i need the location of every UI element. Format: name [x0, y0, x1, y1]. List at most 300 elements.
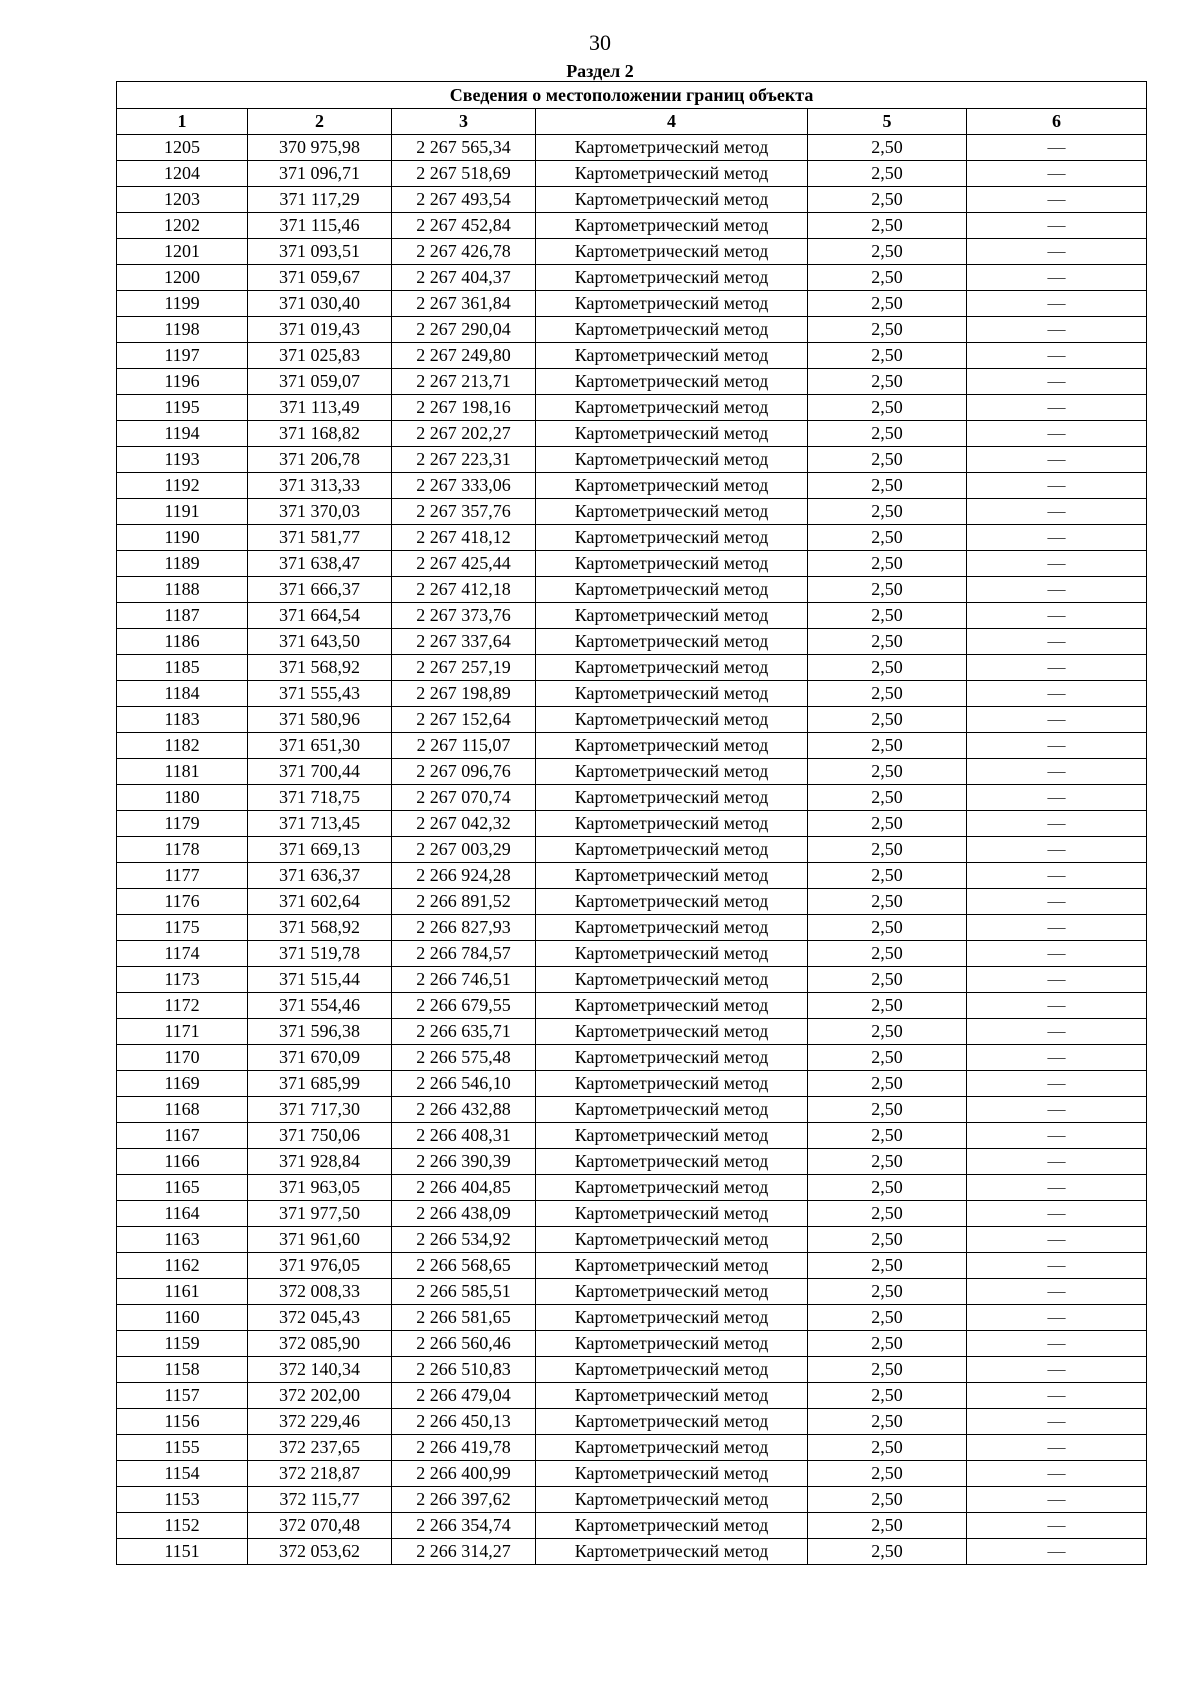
method-cell: Картометрический метод [536, 551, 808, 577]
x-coordinate-cell: 371 059,07 [248, 369, 392, 395]
table-row [117, 889, 1147, 915]
point-number-cell: 1182 [117, 733, 248, 759]
accuracy-cell: 2,50 [808, 317, 967, 343]
accuracy-cell: 2,50 [808, 629, 967, 655]
accuracy-cell: 2,50 [808, 889, 967, 915]
accuracy-cell: 2,50 [808, 265, 967, 291]
method-cell: Картометрический метод [536, 1253, 808, 1279]
y-coordinate-cell: 2 266 438,09 [392, 1201, 536, 1227]
method-cell: Картометрический метод [536, 1331, 808, 1357]
accuracy-cell: 2,50 [808, 395, 967, 421]
accuracy-cell: 2,50 [808, 499, 967, 525]
description-cell: — [967, 785, 1147, 811]
accuracy-cell: 2,50 [808, 915, 967, 941]
y-coordinate-cell: 2 267 373,76 [392, 603, 536, 629]
x-coordinate-cell: 371 096,71 [248, 161, 392, 187]
table-row [117, 1175, 1147, 1201]
y-coordinate-cell: 2 266 534,92 [392, 1227, 536, 1253]
description-cell: — [967, 1019, 1147, 1045]
x-coordinate-cell: 371 117,29 [248, 187, 392, 213]
description-cell: — [967, 525, 1147, 551]
x-coordinate-cell: 371 206,78 [248, 447, 392, 473]
x-coordinate-cell: 372 045,43 [248, 1305, 392, 1331]
y-coordinate-cell: 2 266 432,88 [392, 1097, 536, 1123]
y-coordinate-cell: 2 267 361,84 [392, 291, 536, 317]
point-number-cell: 1179 [117, 811, 248, 837]
method-cell: Картометрический метод [536, 759, 808, 785]
method-cell: Картометрический метод [536, 499, 808, 525]
table-row [117, 239, 1147, 265]
method-cell: Картометрический метод [536, 239, 808, 265]
y-coordinate-cell: 2 267 518,69 [392, 161, 536, 187]
accuracy-cell: 2,50 [808, 1357, 967, 1383]
description-cell: — [967, 473, 1147, 499]
method-cell: Картометрический метод [536, 473, 808, 499]
x-coordinate-cell: 372 202,00 [248, 1383, 392, 1409]
column-number-row [117, 109, 1147, 135]
method-cell: Картометрический метод [536, 317, 808, 343]
table-row [117, 265, 1147, 291]
description-cell: — [967, 759, 1147, 785]
method-cell: Картометрический метод [536, 941, 808, 967]
y-coordinate-cell: 2 266 575,48 [392, 1045, 536, 1071]
point-number-cell: 1172 [117, 993, 248, 1019]
point-number-cell: 1167 [117, 1123, 248, 1149]
accuracy-cell: 2,50 [808, 213, 967, 239]
y-coordinate-cell: 2 266 679,55 [392, 993, 536, 1019]
description-cell: — [967, 655, 1147, 681]
method-cell: Картометрический метод [536, 369, 808, 395]
point-number-cell: 1199 [117, 291, 248, 317]
point-number-cell: 1197 [117, 343, 248, 369]
accuracy-cell: 2,50 [808, 291, 967, 317]
y-coordinate-cell: 2 267 565,34 [392, 135, 536, 161]
description-cell: — [967, 1201, 1147, 1227]
point-number-cell: 1203 [117, 187, 248, 213]
y-coordinate-cell: 2 267 418,12 [392, 525, 536, 551]
accuracy-cell: 2,50 [808, 707, 967, 733]
method-cell: Картометрический метод [536, 993, 808, 1019]
y-coordinate-cell: 2 267 213,71 [392, 369, 536, 395]
table-row [117, 499, 1147, 525]
accuracy-cell: 2,50 [808, 759, 967, 785]
table-row [117, 629, 1147, 655]
x-coordinate-cell: 372 053,62 [248, 1539, 392, 1565]
accuracy-cell: 2,50 [808, 447, 967, 473]
accuracy-cell: 2,50 [808, 1279, 967, 1305]
table-row [117, 1123, 1147, 1149]
point-number-cell: 1205 [117, 135, 248, 161]
description-cell: — [967, 967, 1147, 993]
description-cell: — [967, 1123, 1147, 1149]
method-cell: Картометрический метод [536, 1279, 808, 1305]
x-coordinate-cell: 371 718,75 [248, 785, 392, 811]
x-coordinate-cell: 372 008,33 [248, 1279, 392, 1305]
description-cell: — [967, 1383, 1147, 1409]
description-cell: — [967, 915, 1147, 941]
description-cell: — [967, 551, 1147, 577]
x-coordinate-cell: 371 713,45 [248, 811, 392, 837]
point-number-cell: 1174 [117, 941, 248, 967]
accuracy-cell: 2,50 [808, 967, 967, 993]
accuracy-cell: 2,50 [808, 1019, 967, 1045]
y-coordinate-cell: 2 266 314,27 [392, 1539, 536, 1565]
table-row [117, 421, 1147, 447]
x-coordinate-cell: 371 596,38 [248, 1019, 392, 1045]
x-coordinate-cell: 371 750,06 [248, 1123, 392, 1149]
method-cell: Картометрический метод [536, 577, 808, 603]
column-number: 4 [536, 109, 808, 135]
description-cell: — [967, 1149, 1147, 1175]
table-row [117, 577, 1147, 603]
point-number-cell: 1173 [117, 967, 248, 993]
accuracy-cell: 2,50 [808, 239, 967, 265]
method-cell: Картометрический метод [536, 1123, 808, 1149]
table-row [117, 681, 1147, 707]
x-coordinate-cell: 371 651,30 [248, 733, 392, 759]
description-cell: — [967, 1227, 1147, 1253]
table-row [117, 291, 1147, 317]
x-coordinate-cell: 371 581,77 [248, 525, 392, 551]
table-row [117, 1045, 1147, 1071]
method-cell: Картометрический метод [536, 1435, 808, 1461]
y-coordinate-cell: 2 267 404,37 [392, 265, 536, 291]
table-row [117, 369, 1147, 395]
accuracy-cell: 2,50 [808, 369, 967, 395]
point-number-cell: 1193 [117, 447, 248, 473]
accuracy-cell: 2,50 [808, 863, 967, 889]
method-cell: Картометрический метод [536, 161, 808, 187]
method-cell: Картометрический метод [536, 1409, 808, 1435]
y-coordinate-cell: 2 266 546,10 [392, 1071, 536, 1097]
point-number-cell: 1175 [117, 915, 248, 941]
x-coordinate-cell: 371 685,99 [248, 1071, 392, 1097]
y-coordinate-cell: 2 266 635,71 [392, 1019, 536, 1045]
description-cell: — [967, 707, 1147, 733]
description-cell: — [967, 1097, 1147, 1123]
accuracy-cell: 2,50 [808, 1383, 967, 1409]
x-coordinate-cell: 371 961,60 [248, 1227, 392, 1253]
y-coordinate-cell: 2 267 223,31 [392, 447, 536, 473]
table-row [117, 1227, 1147, 1253]
x-coordinate-cell: 371 093,51 [248, 239, 392, 265]
y-coordinate-cell: 2 267 152,64 [392, 707, 536, 733]
section-title: Раздел 2 [566, 61, 634, 81]
method-cell: Картометрический метод [536, 421, 808, 447]
y-coordinate-cell: 2 266 404,85 [392, 1175, 536, 1201]
description-cell: — [967, 421, 1147, 447]
point-number-cell: 1198 [117, 317, 248, 343]
y-coordinate-cell: 2 266 408,31 [392, 1123, 536, 1149]
point-number-cell: 1166 [117, 1149, 248, 1175]
table-row [117, 343, 1147, 369]
y-coordinate-cell: 2 266 397,62 [392, 1487, 536, 1513]
y-coordinate-cell: 2 266 450,13 [392, 1409, 536, 1435]
accuracy-cell: 2,50 [808, 1201, 967, 1227]
x-coordinate-cell: 371 025,83 [248, 343, 392, 369]
description-cell: — [967, 1409, 1147, 1435]
method-cell: Картометрический метод [536, 525, 808, 551]
y-coordinate-cell: 2 267 115,07 [392, 733, 536, 759]
accuracy-cell: 2,50 [808, 551, 967, 577]
method-cell: Картометрический метод [536, 863, 808, 889]
accuracy-cell: 2,50 [808, 1175, 967, 1201]
description-cell: — [967, 837, 1147, 863]
method-cell: Картометрический метод [536, 447, 808, 473]
column-number: 3 [392, 109, 536, 135]
method-cell: Картометрический метод [536, 291, 808, 317]
table-row [117, 551, 1147, 577]
y-coordinate-cell: 2 266 581,65 [392, 1305, 536, 1331]
method-cell: Картометрический метод [536, 811, 808, 837]
x-coordinate-cell: 371 643,50 [248, 629, 392, 655]
description-cell: — [967, 681, 1147, 707]
y-coordinate-cell: 2 267 357,76 [392, 499, 536, 525]
x-coordinate-cell: 372 085,90 [248, 1331, 392, 1357]
description-cell: — [967, 135, 1147, 161]
y-coordinate-cell: 2 267 290,04 [392, 317, 536, 343]
point-number-cell: 1184 [117, 681, 248, 707]
point-number-cell: 1192 [117, 473, 248, 499]
y-coordinate-cell: 2 267 070,74 [392, 785, 536, 811]
x-coordinate-cell: 371 580,96 [248, 707, 392, 733]
method-cell: Картометрический метод [536, 733, 808, 759]
method-cell: Картометрический метод [536, 681, 808, 707]
description-cell: — [967, 603, 1147, 629]
accuracy-cell: 2,50 [808, 577, 967, 603]
description-cell: — [967, 1305, 1147, 1331]
x-coordinate-cell: 371 670,09 [248, 1045, 392, 1071]
table-row [117, 1513, 1147, 1539]
method-cell: Картометрический метод [536, 837, 808, 863]
point-number-cell: 1163 [117, 1227, 248, 1253]
description-cell: — [967, 291, 1147, 317]
accuracy-cell: 2,50 [808, 1123, 967, 1149]
accuracy-cell: 2,50 [808, 655, 967, 681]
method-cell: Картометрический метод [536, 1019, 808, 1045]
table-row [117, 1357, 1147, 1383]
column-number: 2 [248, 109, 392, 135]
y-coordinate-cell: 2 267 426,78 [392, 239, 536, 265]
accuracy-cell: 2,50 [808, 785, 967, 811]
accuracy-cell: 2,50 [808, 1227, 967, 1253]
y-coordinate-cell: 2 267 493,54 [392, 187, 536, 213]
description-cell: — [967, 993, 1147, 1019]
y-coordinate-cell: 2 267 042,32 [392, 811, 536, 837]
y-coordinate-cell: 2 267 198,16 [392, 395, 536, 421]
method-cell: Картометрический метод [536, 889, 808, 915]
y-coordinate-cell: 2 267 202,27 [392, 421, 536, 447]
table-row [117, 395, 1147, 421]
x-coordinate-cell: 372 140,34 [248, 1357, 392, 1383]
description-cell: — [967, 863, 1147, 889]
accuracy-cell: 2,50 [808, 1331, 967, 1357]
table-row [117, 1487, 1147, 1513]
x-coordinate-cell: 371 666,37 [248, 577, 392, 603]
x-coordinate-cell: 371 568,92 [248, 915, 392, 941]
table-row [117, 1539, 1147, 1565]
y-coordinate-cell: 2 266 400,99 [392, 1461, 536, 1487]
accuracy-cell: 2,50 [808, 473, 967, 499]
table-row [117, 707, 1147, 733]
point-number-cell: 1156 [117, 1409, 248, 1435]
method-cell: Картометрический метод [536, 1357, 808, 1383]
description-cell: — [967, 811, 1147, 837]
accuracy-cell: 2,50 [808, 837, 967, 863]
point-number-cell: 1162 [117, 1253, 248, 1279]
point-number-cell: 1176 [117, 889, 248, 915]
table-row [117, 317, 1147, 343]
point-number-cell: 1200 [117, 265, 248, 291]
method-cell: Картометрический метод [536, 1071, 808, 1097]
description-cell: — [967, 1513, 1147, 1539]
y-coordinate-cell: 2 266 419,78 [392, 1435, 536, 1461]
point-number-cell: 1181 [117, 759, 248, 785]
x-coordinate-cell: 372 115,77 [248, 1487, 392, 1513]
table-row [117, 1383, 1147, 1409]
x-coordinate-cell: 372 218,87 [248, 1461, 392, 1487]
method-cell: Картометрический метод [536, 1487, 808, 1513]
x-coordinate-cell: 371 664,54 [248, 603, 392, 629]
description-cell: — [967, 213, 1147, 239]
table-body [117, 135, 1147, 1565]
x-coordinate-cell: 371 519,78 [248, 941, 392, 967]
y-coordinate-cell: 2 266 746,51 [392, 967, 536, 993]
x-coordinate-cell: 370 975,98 [248, 135, 392, 161]
method-cell: Картометрический метод [536, 1045, 808, 1071]
x-coordinate-cell: 371 700,44 [248, 759, 392, 785]
method-cell: Картометрический метод [536, 603, 808, 629]
point-number-cell: 1189 [117, 551, 248, 577]
accuracy-cell: 2,50 [808, 1071, 967, 1097]
point-number-cell: 1168 [117, 1097, 248, 1123]
description-cell: — [967, 1539, 1147, 1565]
table-row [117, 187, 1147, 213]
y-coordinate-cell: 2 266 784,57 [392, 941, 536, 967]
description-cell: — [967, 941, 1147, 967]
accuracy-cell: 2,50 [808, 811, 967, 837]
x-coordinate-cell: 371 568,92 [248, 655, 392, 681]
point-number-cell: 1180 [117, 785, 248, 811]
table-row [117, 733, 1147, 759]
point-number-cell: 1151 [117, 1539, 248, 1565]
method-cell: Картометрический метод [536, 655, 808, 681]
description-cell: — [967, 1045, 1147, 1071]
table-row [117, 1149, 1147, 1175]
method-cell: Картометрический метод [536, 707, 808, 733]
table-row [117, 135, 1147, 161]
table-row [117, 837, 1147, 863]
accuracy-cell: 2,50 [808, 343, 967, 369]
description-cell: — [967, 317, 1147, 343]
y-coordinate-cell: 2 267 096,76 [392, 759, 536, 785]
table-row [117, 1305, 1147, 1331]
method-cell: Картометрический метод [536, 343, 808, 369]
method-cell: Картометрический метод [536, 785, 808, 811]
table-row [117, 1201, 1147, 1227]
accuracy-cell: 2,50 [808, 1513, 967, 1539]
y-coordinate-cell: 2 266 891,52 [392, 889, 536, 915]
x-coordinate-cell: 372 229,46 [248, 1409, 392, 1435]
y-coordinate-cell: 2 267 249,80 [392, 343, 536, 369]
x-coordinate-cell: 371 555,43 [248, 681, 392, 707]
table-row [117, 655, 1147, 681]
x-coordinate-cell: 371 717,30 [248, 1097, 392, 1123]
point-number-cell: 1159 [117, 1331, 248, 1357]
table-row [117, 863, 1147, 889]
boundary-table [116, 81, 1147, 1565]
table-row [117, 1461, 1147, 1487]
x-coordinate-cell: 371 515,44 [248, 967, 392, 993]
x-coordinate-cell: 371 019,43 [248, 317, 392, 343]
method-cell: Картометрический метод [536, 395, 808, 421]
table-row [117, 941, 1147, 967]
method-cell: Картометрический метод [536, 265, 808, 291]
accuracy-cell: 2,50 [808, 681, 967, 707]
point-number-cell: 1201 [117, 239, 248, 265]
accuracy-cell: 2,50 [808, 1305, 967, 1331]
table-row [117, 1019, 1147, 1045]
description-cell: — [967, 889, 1147, 915]
table-row [117, 1435, 1147, 1461]
description-cell: — [967, 1071, 1147, 1097]
x-coordinate-cell: 371 554,46 [248, 993, 392, 1019]
accuracy-cell: 2,50 [808, 1435, 967, 1461]
description-cell: — [967, 1487, 1147, 1513]
table-row [117, 161, 1147, 187]
y-coordinate-cell: 2 266 354,74 [392, 1513, 536, 1539]
x-coordinate-cell: 371 370,03 [248, 499, 392, 525]
x-coordinate-cell: 371 636,37 [248, 863, 392, 889]
table-row [117, 1253, 1147, 1279]
x-coordinate-cell: 371 928,84 [248, 1149, 392, 1175]
accuracy-cell: 2,50 [808, 525, 967, 551]
method-cell: Картометрический метод [536, 1539, 808, 1565]
column-number: 6 [967, 109, 1147, 135]
description-cell: — [967, 1279, 1147, 1305]
description-cell: — [967, 343, 1147, 369]
y-coordinate-cell: 2 266 924,28 [392, 863, 536, 889]
point-number-cell: 1187 [117, 603, 248, 629]
point-number-cell: 1177 [117, 863, 248, 889]
description-cell: — [967, 369, 1147, 395]
description-cell: — [967, 447, 1147, 473]
description-cell: — [967, 733, 1147, 759]
table-row [117, 603, 1147, 629]
table-row [117, 915, 1147, 941]
accuracy-cell: 2,50 [808, 993, 967, 1019]
y-coordinate-cell: 2 267 337,64 [392, 629, 536, 655]
table-row [117, 525, 1147, 551]
description-cell: — [967, 239, 1147, 265]
method-cell: Картометрический метод [536, 1513, 808, 1539]
method-cell: Картометрический метод [536, 1461, 808, 1487]
method-cell: Картометрический метод [536, 1383, 808, 1409]
point-number-cell: 1186 [117, 629, 248, 655]
y-coordinate-cell: 2 267 425,44 [392, 551, 536, 577]
method-cell: Картометрический метод [536, 629, 808, 655]
x-coordinate-cell: 371 115,46 [248, 213, 392, 239]
description-cell: — [967, 1357, 1147, 1383]
description-cell: — [967, 161, 1147, 187]
x-coordinate-cell: 371 638,47 [248, 551, 392, 577]
method-cell: Картометрический метод [536, 1227, 808, 1253]
point-number-cell: 1155 [117, 1435, 248, 1461]
x-coordinate-cell: 371 030,40 [248, 291, 392, 317]
accuracy-cell: 2,50 [808, 161, 967, 187]
table-row [117, 447, 1147, 473]
x-coordinate-cell: 371 168,82 [248, 421, 392, 447]
